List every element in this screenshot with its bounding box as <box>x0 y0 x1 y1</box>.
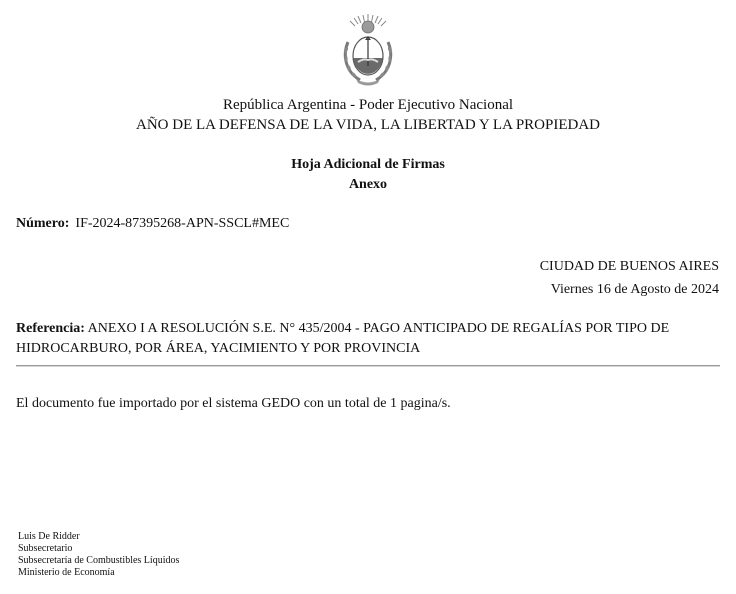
header-line-2: AÑO DE LA DEFENSA DE LA VIDA, LA LIBERTAD Y LA PROPIEDAD <box>135 117 600 133</box>
signer-office: Subsecretaría de Combustibles Líquidos <box>18 555 180 566</box>
signature-block <box>18 531 179 579</box>
coat-of-arms-icon <box>336 12 400 88</box>
document-reference <box>16 319 716 359</box>
signer-name: Luis De Ridder <box>18 531 80 542</box>
reference-value: ANEXO I A RESOLUCIÓN S.E. N° 435/2004 - PAGO ANTICIPADO DE REGALÍAS POR TIPO DE HIDROCARBURO, POR ÁREA, YACIMIENTO Y POR PROVINCIA <box>16 321 670 356</box>
document-city: CIUDAD DE BUENOS AIRES <box>539 259 719 274</box>
header-line-1: República Argentina - Poder Ejecutivo Nacional <box>222 97 514 113</box>
document-number-value: IF-2024-87395268-APN-SSCL#MEC <box>75 216 290 231</box>
document-date: Viernes 16 de Agosto de 2024 <box>550 282 719 297</box>
document-title: Hoja Adicional de Firmas <box>291 157 445 172</box>
document-subtitle: Anexo <box>348 177 388 192</box>
document-body: El documento fue importado por el sistema GEDO con un total de 1 pagina/s. <box>16 396 451 411</box>
reference-label: Referencia: <box>16 321 85 336</box>
separator-rule <box>16 365 720 367</box>
signer-ministry: Ministerio de Economía <box>18 567 115 578</box>
signer-position: Subsecretario <box>18 543 73 554</box>
document-number-label: Número: <box>16 216 70 231</box>
document-number <box>16 216 289 232</box>
